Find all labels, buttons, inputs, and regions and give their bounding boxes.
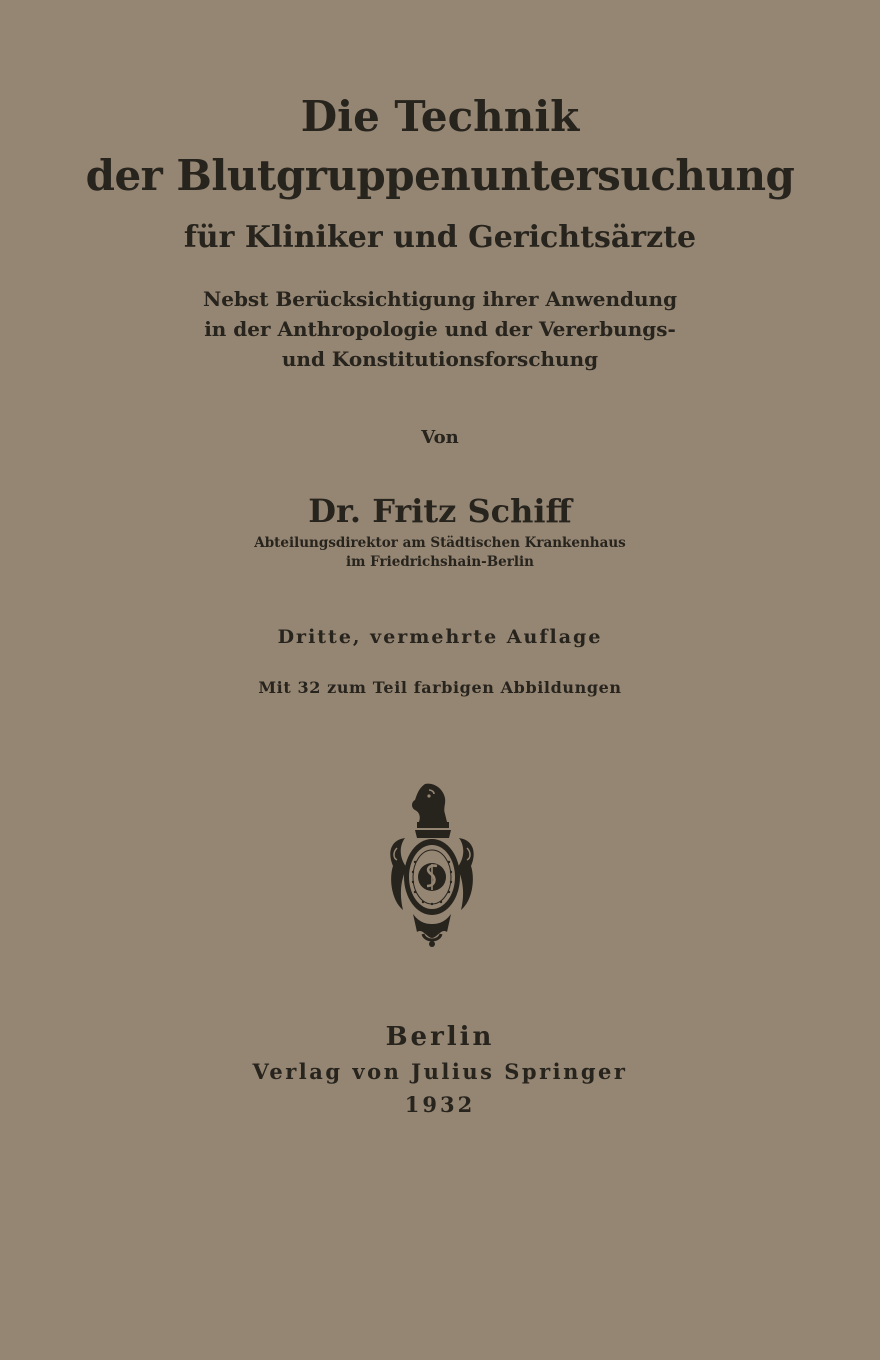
title-line-3: für Kliniker und Gerichtsärzte [183,220,697,255]
byline: Von [421,427,459,448]
springer-knight-emblem-icon [385,782,479,948]
figures-note: Mit 32 zum Teil farbigen Abbildungen [258,678,622,697]
edition: Dritte, vermehrte Auflage [277,626,603,648]
author-position-line-2: im Friedrichshain-Berlin [346,554,534,570]
title-line-1: Die Technik [300,92,580,141]
author-position-line-1: Abteilungsdirektor am Städtischen Krankenhaus [254,535,626,551]
subtitle-line-2: in der Anthropologie und der Vererbungs- [204,317,676,341]
subtitle-line-1: Nebst Berücksichtigung ihrer Anwendung [202,287,678,311]
title-line-2: der Blutgruppenuntersuchung [85,151,795,200]
imprint-year: 1932 [404,1092,476,1117]
imprint-city: Berlin [385,1022,495,1052]
imprint-publisher: Verlag von Julius Springer [252,1059,628,1084]
subtitle-line-3: und Konstitutionsforschung [281,347,599,371]
author-name: Dr. Fritz Schiff [308,492,572,530]
